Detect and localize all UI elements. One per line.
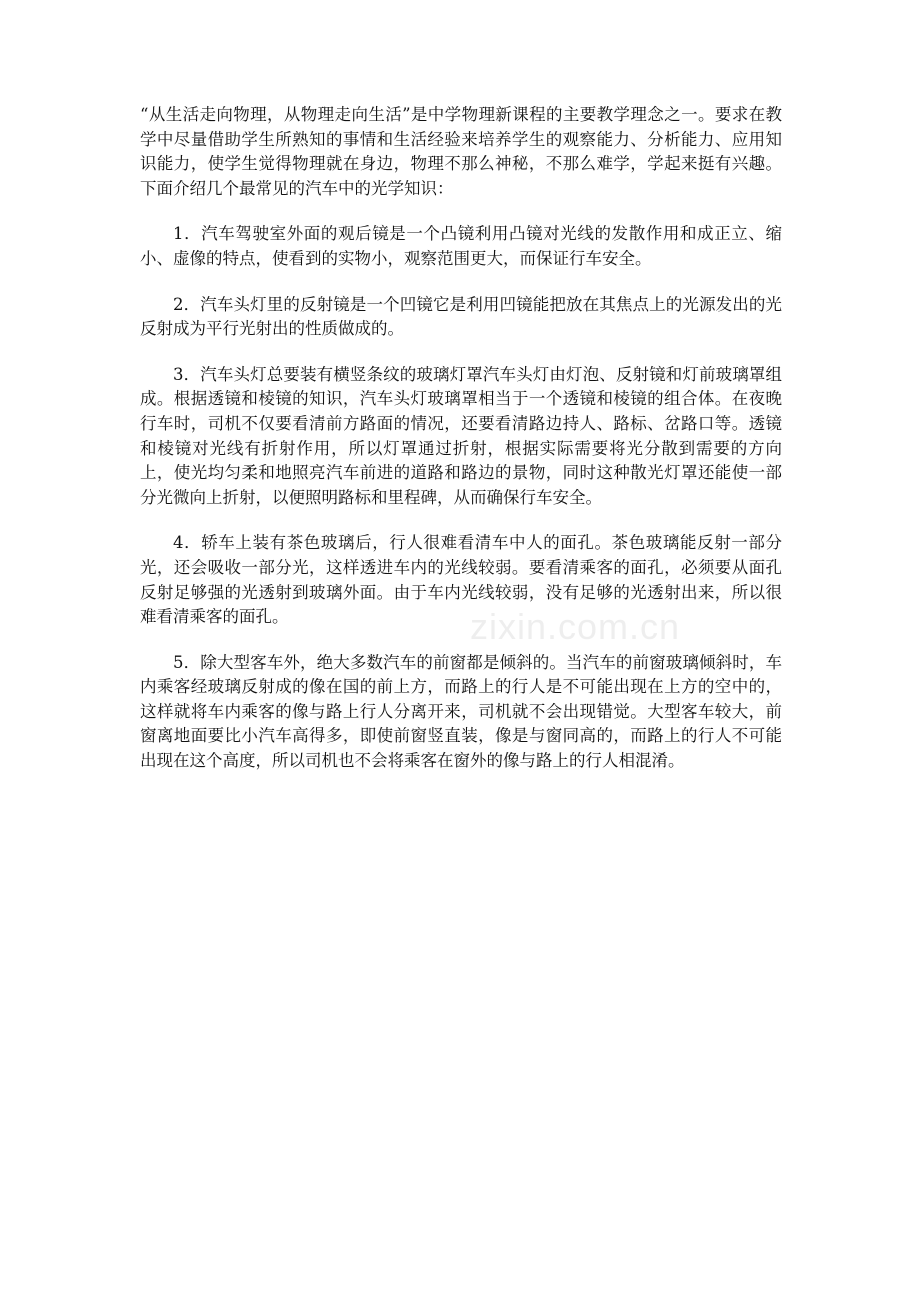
paragraph-item-1: 1．汽车驾驶室外面的观后镜是一个凸镜利用凸镜对光线的发散作用和成正立、缩小、虚像的特点，使看到的实物小，观察范围更大，而保证行车安全。 [140, 224, 782, 268]
intro-paragraph: “从生活走向物理，从物理走向生活”是中学物理新课程的主要教学理念之一。要求在教学中尽量借助学生所熟知的事情和生活经验来培养学生的观察能力、分析能力、应用知识能力，使学生觉得物理就在身边，物理不那么神秘，不那么难学，学起来挺有兴趣。下面介绍几个最常见的汽车中的光学知识： [140, 105, 782, 198]
paragraph-item-2: 2．汽车头灯里的反射镜是一个凹镜它是利用凹镜能把放在其焦点上的光源发出的光反射成为平行光射出的性质做成的。 [140, 294, 782, 339]
paragraph-item-3: 3．汽车头灯总要装有横竖条纹的玻璃灯罩汽车头灯由灯泡、反射镜和灯前玻璃罩组成。根据透镜和棱镜的知识，汽车头灯玻璃罩相当于一个透镜和棱镜的组合体。在夜晚行车时，司机不仅要看清前方路面的情况，还要看清路边持人、路标、岔路口等。透镜和棱镜对光线有折射作用，所以灯罩通过折射，根据实际需要将光分散到需要的方向上，使光均匀柔和地照亮汽车前进的道路和路边的景物，同时这种散光灯罩还能使一部分光微向上折射，以便照明路标和里程碑，从而确保行车安全。 [140, 364, 782, 507]
paragraph-item-5: 5．除大型客车外，绝大多数汽车的前窗都是倾斜的。当汽车的前窗玻璃倾斜时，车内乘客经玻璃反射成的像在国的前上方，而路上的行人是不可能出现在上方的空中的，这样就将车内乘客的像与路上行人分离开来，司机就不会出现错觉。大型客车较大，前窗离地面要比小汽车高得多，即使前窗竖直装，像是与窗同高的，而路上的行人不可能出现在这个高度，所以司机也不会将乘客在窗外的像与路上的行人相混淆。 [140, 652, 782, 771]
watermark: zixin.com.cn [470, 606, 681, 647]
paragraph-item-4: 4．轿车上装有茶色玻璃后，行人很难看清车中人的面孔。茶色玻璃能反射一部分光，还会吸收一部分光，这样透进车内的光线较弱。要看清乘客的面孔，必须要从面孔反射足够强的光透射到玻璃外面。由于车内光线较弱，没有足够的光透射出来，所以很难看清乘客的面孔。 [140, 533, 782, 627]
document-body [140, 103, 782, 795]
